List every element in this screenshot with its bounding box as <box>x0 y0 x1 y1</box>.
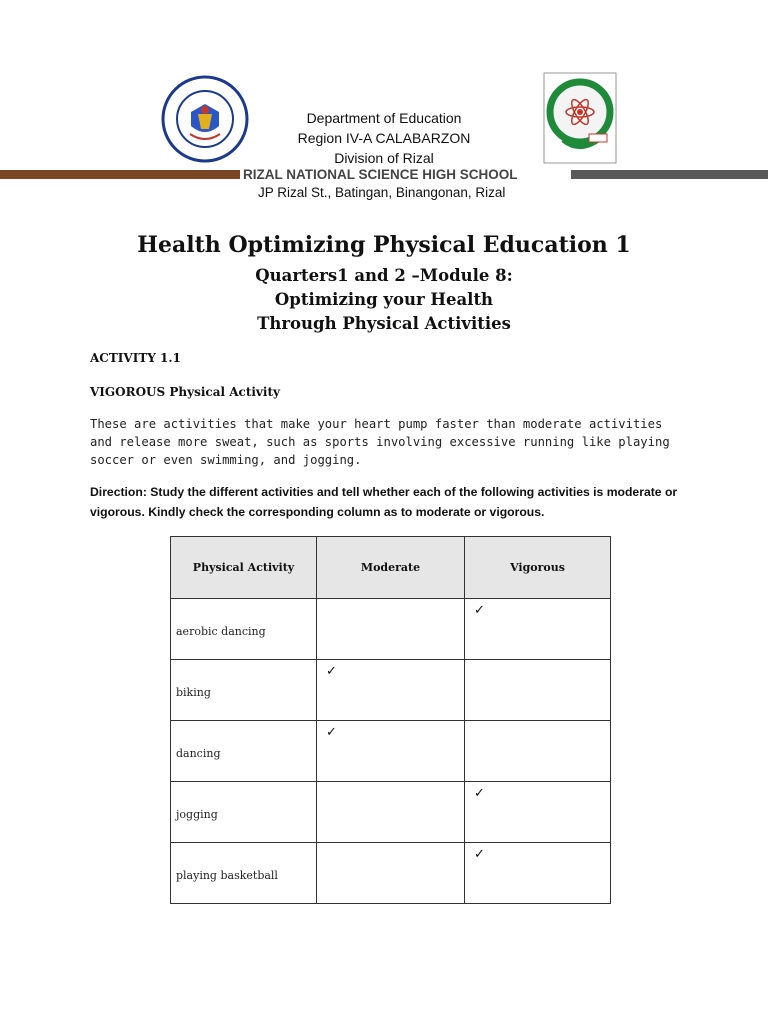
vigorous-cell[interactable] <box>465 782 611 843</box>
deped-seal-logo <box>160 74 250 164</box>
activity-table <box>170 536 611 904</box>
header-physical-activity: Physical Activity <box>171 537 317 599</box>
activity-name: jogging <box>176 807 218 821</box>
moderate-cell[interactable] <box>317 660 465 721</box>
activity-cell <box>171 843 317 904</box>
moderate-cell[interactable] <box>317 599 465 660</box>
table-row <box>171 782 611 843</box>
check-icon: ✓ <box>326 725 337 740</box>
table-row <box>171 843 611 904</box>
vigorous-cell[interactable] <box>465 660 611 721</box>
table-row <box>171 660 611 721</box>
check-icon: ✓ <box>474 786 485 801</box>
check-icon: ✓ <box>474 847 485 862</box>
activity-direction: Direction: Study the different activities and tell whether each of the following activities is moderate or vigorous. Kindly check the corresponding column as to moderate or vigorous. <box>90 485 678 519</box>
school-logo <box>543 72 617 164</box>
activity-description: These are activities that make your heart pump faster than moderate activities and release more sweat, such as sports involving excessive running like playing soccer or even swimming, and jogging. <box>90 417 670 467</box>
header-moderate: Moderate <box>317 537 465 599</box>
header-bar-left <box>0 170 240 179</box>
moderate-cell[interactable] <box>317 843 465 904</box>
header-bar-right <box>571 170 768 179</box>
division-name: Division of Rizal <box>334 150 434 166</box>
moderate-cell[interactable] <box>317 782 465 843</box>
module-title: Health Optimizing Physical Education 1 <box>137 232 631 258</box>
activity-cell <box>171 721 317 782</box>
activity-cell <box>171 660 317 721</box>
activity-name: biking <box>176 685 211 699</box>
check-icon: ✓ <box>326 664 337 679</box>
activity-name: playing basketball <box>176 868 278 882</box>
activity-heading: VIGOROUS Physical Activity <box>90 385 280 399</box>
school-name: RIZAL NATIONAL SCIENCE HIGH SCHOOL <box>243 167 518 182</box>
check-icon: ✓ <box>474 603 485 618</box>
school-address: JP Rizal St., Batingan, Binangonan, Rizal <box>258 185 506 200</box>
module-subtitle-topic: Optimizing your Health <box>274 290 494 309</box>
module-subtitle-quarter: Quarters1 and 2 –Module 8: <box>255 266 513 285</box>
region-name: Region IV-A CALABARZON <box>297 130 471 146</box>
department-name: Department of Education <box>306 110 462 126</box>
table-row <box>171 599 611 660</box>
activity-cell <box>171 599 317 660</box>
vigorous-cell[interactable] <box>465 599 611 660</box>
activity-label: ACTIVITY 1.1 <box>90 351 181 365</box>
moderate-cell[interactable] <box>317 721 465 782</box>
vigorous-cell[interactable] <box>465 843 611 904</box>
activity-name: aerobic dancing <box>176 624 266 638</box>
header-vigorous: Vigorous <box>465 537 611 599</box>
activity-cell <box>171 782 317 843</box>
table-row <box>171 721 611 782</box>
activity-name: dancing <box>176 746 221 760</box>
table-header-row <box>171 537 611 599</box>
module-subtitle-topic-2: Through Physical Activities <box>257 314 511 333</box>
vigorous-cell[interactable] <box>465 721 611 782</box>
